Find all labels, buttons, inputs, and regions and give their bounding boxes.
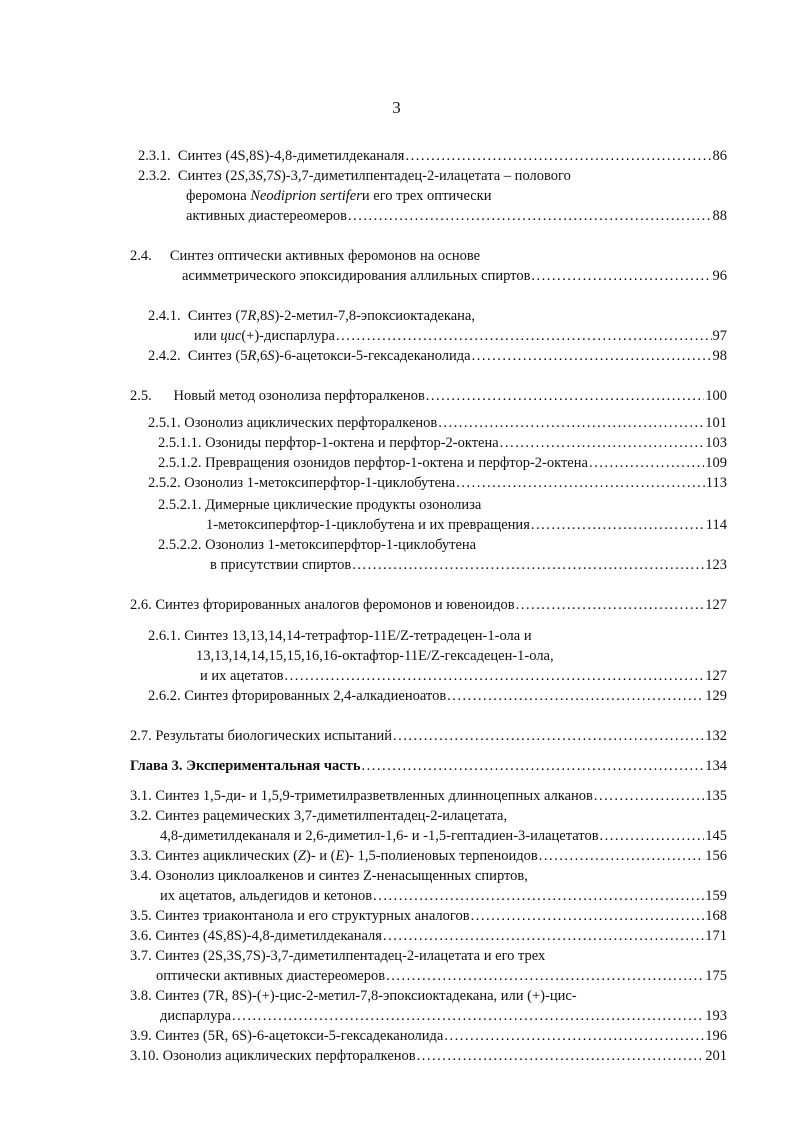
leader-dots: [472, 346, 712, 366]
toc-page: 103: [705, 435, 727, 451]
toc-text: 13,13,14,14,15,15,16,16-октафтор-11E/Z-гексадецен-1-ола,: [196, 648, 554, 664]
toc-text: S: [255, 168, 263, 184]
toc-entry-2-6[interactable]: [130, 595, 727, 615]
toc-entry-2-4-1-line1[interactable]: [148, 306, 475, 326]
toc-page: 171: [705, 928, 727, 944]
toc-text: 2.6.2. Синтез фторированных 2,4-алкадиеноатов: [148, 688, 447, 704]
toc-text: Neodiprion sertifer: [250, 188, 362, 204]
toc-text: )-3,7-диметилпентадец-2-илацетата – полового: [280, 168, 571, 184]
toc-text: R: [247, 308, 257, 324]
toc-text: Синтез (4S,8S)-4,8-диметилдеканаля: [177, 148, 405, 164]
toc-num: 2.5.: [130, 388, 152, 404]
toc-entry-2-3-1[interactable]: [138, 146, 727, 166]
leader-dots: [386, 966, 704, 986]
leader-dots: [456, 473, 705, 493]
toc-entry-3-4-line1[interactable]: [130, 866, 528, 886]
toc-page: 193: [705, 1008, 727, 1024]
toc-text: Новый метод озонолиза перфторалкенов: [173, 388, 425, 404]
leader-dots: [447, 686, 704, 706]
toc-entry-2-5-1[interactable]: [148, 413, 727, 433]
toc-text: активных диастереомеров: [186, 208, 348, 224]
toc-text: диспарлура: [160, 1008, 231, 1024]
toc-entry-2-6-2[interactable]: [148, 686, 727, 706]
leader-dots: [500, 433, 705, 453]
toc-text: асимметрического эпоксидирования аллильных спиртов: [182, 268, 531, 284]
toc-entry-3-7-line1[interactable]: [130, 946, 545, 966]
toc-page: 127: [705, 597, 727, 613]
toc-entry-3-3[interactable]: [130, 846, 727, 866]
leader-dots: [348, 206, 711, 226]
toc-entry-2-5-2-2-line1[interactable]: [158, 535, 476, 555]
leader-dots: [516, 595, 705, 615]
toc-entry-3-10[interactable]: [130, 1046, 727, 1066]
toc-page: 114: [705, 517, 727, 533]
toc-entry-3-1[interactable]: [130, 786, 727, 806]
toc-text: 4,8-диметилдеканаля и 2,6-диметил-1,6- и -1,5-гептадиен-3-илацетатов: [160, 828, 599, 844]
toc-page: 86: [712, 148, 727, 164]
leader-dots: [426, 386, 704, 406]
toc-text: и их ацетатов: [200, 668, 284, 684]
toc-text: ,3: [244, 168, 256, 184]
leader-dots: [471, 906, 705, 926]
toc-entry-2-6-1-line2: [196, 646, 554, 666]
toc-text: )- и (: [305, 848, 336, 864]
toc-text: (+)-диспарлура: [241, 328, 335, 344]
toc-page: 159: [705, 888, 727, 904]
toc-num: 2.4.2.: [148, 348, 181, 364]
toc-text: 2.5.2.2. Озонолиз 1-метоксиперфтор-1-циклобутена: [158, 537, 477, 553]
toc-text: 3.6. Синтез (4S,8S)-4,8-диметилдеканаля: [130, 928, 382, 944]
toc-text: Синтез (5: [187, 348, 248, 364]
leader-dots: [284, 666, 704, 686]
toc-text: S: [267, 308, 275, 324]
toc-num: 2.3.2.: [138, 168, 171, 184]
toc-num: 2.3.1.: [138, 148, 171, 164]
toc-entry-3-7-line2[interactable]: [156, 966, 727, 986]
chapter-title: Глава 3. Экспериментальная часть: [130, 758, 361, 774]
toc-page: 100: [705, 388, 727, 404]
toc-page: 96: [712, 268, 727, 284]
toc-text: феромона: [186, 188, 247, 204]
toc-text: 3.5. Синтез триаконтанола и его структурных аналогов: [130, 908, 470, 924]
toc-text: ,6: [256, 348, 268, 364]
toc-num: 2.4.: [130, 248, 152, 264]
toc-entry-3-6[interactable]: [130, 926, 727, 946]
toc-entry-2-4-line2[interactable]: [182, 266, 727, 286]
toc-text: 2.5.1. Озонолиз ациклических перфторалкенов: [148, 415, 438, 431]
toc-text: 2.6. Синтез фторированных аналогов феромонов и ювеноидов: [130, 597, 515, 613]
toc-text: 2.5.1.1. Озониды перфтор-1-октена и перфтор-2-октена: [158, 435, 499, 451]
toc-text: 2.5.1.2. Превращения озонидов перфтор-1-октена и перфтор-2-октена: [158, 455, 588, 471]
toc-text: )-2-метил-7,8-эпоксиоктадекана,: [274, 308, 475, 324]
toc-page: 168: [705, 908, 727, 924]
toc-text: R: [247, 348, 257, 364]
toc-text: S: [237, 168, 245, 184]
toc-entry-3-8-line1[interactable]: [130, 986, 577, 1006]
toc-entry-3-8-line2[interactable]: [160, 1006, 727, 1026]
toc-page: 88: [712, 208, 727, 224]
leader-dots: [438, 413, 704, 433]
toc-entry-2-3-2-line2: [186, 186, 492, 206]
leader-dots: [383, 926, 704, 946]
leader-dots: [444, 1026, 704, 1046]
toc-entry-2-5-2-1-line1[interactable]: [158, 495, 481, 515]
leader-dots: [336, 326, 712, 346]
toc-page: 113: [705, 475, 727, 491]
toc-page: 196: [705, 1028, 727, 1044]
toc-text: оптически активных диастереомеров: [156, 968, 386, 984]
toc-text: )-6-ацетокси-5-гексадеканолида: [274, 348, 471, 364]
leader-dots: [531, 266, 711, 286]
leader-dots: [352, 555, 704, 575]
toc-text: цис: [220, 328, 242, 344]
leader-dots: [232, 1006, 704, 1026]
toc-text: 3.9. Синтез (5R, 6S)-6-ацетокси-5-гексадеканолида: [130, 1028, 444, 1044]
leader-dots: [531, 515, 705, 535]
toc-entry-2-5-1-2[interactable]: [158, 453, 727, 473]
toc-text: Z: [297, 848, 306, 864]
leader-dots: [539, 846, 704, 866]
toc-entry-3-2-line2[interactable]: [160, 826, 727, 846]
toc-text: S: [267, 348, 275, 364]
toc-page: 98: [712, 348, 727, 364]
toc-entry-2-4-1-line2[interactable]: [194, 326, 727, 346]
toc-text: )- 1,5-полиеновых терпеноидов: [344, 848, 538, 864]
toc-page: 123: [705, 557, 727, 573]
toc-entry-2-5-2[interactable]: [148, 473, 727, 493]
toc-text: Синтез (7: [187, 308, 248, 324]
leader-dots: [373, 886, 704, 906]
toc-page: 132: [705, 728, 727, 744]
toc-text: 1-метоксиперфтор-1-циклобутена и их превращения: [206, 517, 530, 533]
toc-text: в присутствии спиртов: [210, 557, 352, 573]
page-number: 3: [392, 98, 401, 117]
leader-dots: [589, 453, 704, 473]
toc-text: их ацетатов, альдегидов и кетонов: [160, 888, 373, 904]
toc-text: или: [194, 328, 217, 344]
toc-page: 127: [705, 668, 727, 684]
toc-page: 101: [705, 415, 727, 431]
toc-entry-2-3-2-line3[interactable]: [186, 206, 727, 226]
toc-text: ,7: [262, 168, 274, 184]
toc-entry-2-4-2[interactable]: [148, 346, 727, 366]
toc-text: 3.2. Синтез рацемических 3,7-диметилпентадец-2-илацетата,: [130, 808, 508, 824]
toc-entry-3-4-line2[interactable]: [160, 886, 727, 906]
toc-chapter-3[interactable]: [130, 756, 727, 776]
toc-entry-3-9[interactable]: [130, 1026, 727, 1046]
toc-page: 129: [705, 688, 727, 704]
toc-page: 156: [705, 848, 727, 864]
toc-page: 134: [705, 758, 727, 774]
toc-entry-2-3-2-line1[interactable]: [138, 166, 571, 186]
toc-text: и его трех оптически: [361, 188, 492, 204]
toc-text: 2.5.2. Озонолиз 1-метоксиперфтор-1-циклобутена: [148, 475, 456, 491]
toc-entry-2-5[interactable]: [130, 386, 727, 406]
toc-page: 97: [712, 328, 727, 344]
toc-text: 3.4. Озонолиз циклоалкенов и синтез Z-ненасыщенных спиртов,: [130, 868, 528, 884]
toc-entry-3-2-line1[interactable]: [130, 806, 507, 826]
toc-text: 3.10. Озонолиз ациклических перфторалкенов: [130, 1048, 416, 1064]
toc-entry-2-7[interactable]: [130, 726, 727, 746]
toc-text: 3.7. Синтез (2S,3S,7S)-3,7-диметилпентадец-2-илацетата и его трех: [130, 948, 546, 964]
toc-page: 145: [705, 828, 727, 844]
leader-dots: [405, 146, 711, 166]
toc-page: 175: [705, 968, 727, 984]
leader-dots: [417, 1046, 705, 1066]
toc-entry-2-5-2-1-line2[interactable]: [206, 515, 727, 535]
toc-text: Синтез (2: [177, 168, 238, 184]
toc-text: Синтез оптически активных феромонов на основе: [169, 248, 481, 264]
toc-page: 201: [705, 1048, 727, 1064]
toc-entry-3-5[interactable]: [130, 906, 727, 926]
toc-entry-2-5-1-1[interactable]: [158, 433, 727, 453]
toc-text: ,8: [256, 308, 268, 324]
leader-dots: [594, 786, 704, 806]
toc-page: 135: [705, 788, 727, 804]
leader-dots: [600, 826, 705, 846]
toc-text: 3.1. Синтез 1,5-ди- и 1,5,9-триметилразветвленных длинноцепных алканов: [130, 788, 593, 804]
toc-entry-2-6-1-line1[interactable]: [148, 626, 532, 646]
toc-text: 2.5.2.1. Димерные циклические продукты озонолиза: [158, 497, 482, 513]
toc-text: 3.3. Синтез ациклических (: [130, 848, 298, 864]
toc-text: 2.6.1. Синтез 13,13,14,14-тетрафтор-11E/Z-тетрадецен-1-ола и: [148, 628, 532, 644]
leader-dots: [393, 726, 704, 746]
toc-text: E: [335, 848, 345, 864]
leader-dots: [362, 756, 705, 776]
toc-text: 3.8. Синтез (7R, 8S)-(+)-цис-2-метил-7,8-эпоксиоктадекана, или (+)-цис-: [130, 988, 577, 1004]
toc-num: 2.4.1.: [148, 308, 181, 324]
toc-text: S: [273, 168, 281, 184]
toc-entry-2-4-line1[interactable]: [130, 246, 480, 266]
toc-text: 2.7. Результаты биологических испытаний: [130, 728, 392, 744]
toc-entry-2-6-1-line3[interactable]: [200, 666, 727, 686]
toc-page: 109: [705, 455, 727, 471]
toc-entry-2-5-2-2-line2[interactable]: [210, 555, 727, 575]
